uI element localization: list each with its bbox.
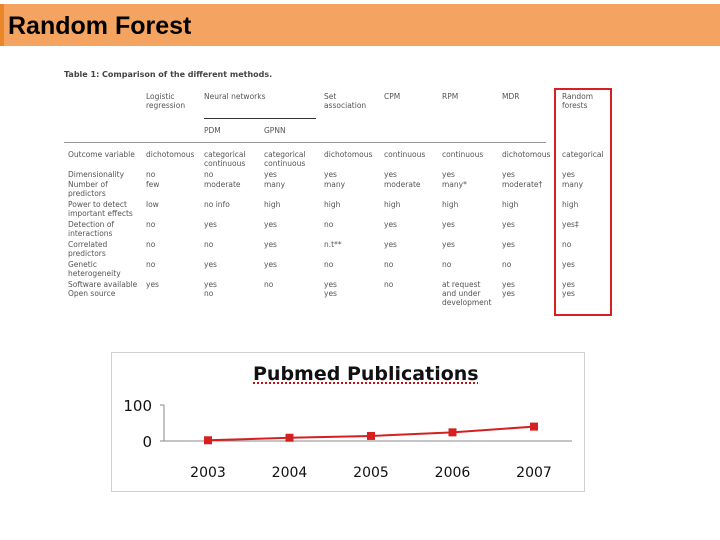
table-cell: dichotomous (324, 150, 373, 159)
table-cell: n.t** (324, 240, 342, 249)
table-cell: yes (442, 220, 455, 229)
table-cell: no (146, 220, 156, 229)
table-cell: yes (442, 240, 455, 249)
row-label: Correlated predictors (68, 240, 108, 258)
table-cell: yes (562, 260, 575, 269)
data-point (530, 423, 538, 431)
table-cell: no (204, 170, 214, 179)
table-cell: dichotomous (146, 150, 195, 159)
table-cell: no (146, 240, 156, 249)
table-cell: moderate† (502, 180, 543, 189)
table-cell: high (562, 200, 579, 209)
table-cell: yes (204, 220, 217, 229)
row-label: Dimensionality (68, 170, 125, 179)
table-cell: yes (204, 260, 217, 269)
table-cell: categorical (562, 150, 604, 159)
table-cell: yes (264, 240, 277, 249)
table-cell: yes (502, 170, 515, 179)
table-cell: no (562, 240, 572, 249)
header-cpm: CPM (384, 92, 401, 101)
chart-plot (112, 353, 586, 493)
table-cell: yes (324, 170, 337, 179)
chart-title-text: Pubmed Publications (253, 363, 479, 385)
row-label: Outcome variable (68, 150, 135, 159)
table-cell: many* (442, 180, 467, 189)
table-cell: yes (384, 170, 397, 179)
table-cell: yes yes (562, 280, 575, 298)
table-cell: continuous (384, 150, 426, 159)
data-point (449, 428, 457, 436)
table-cell: at request and under development (442, 280, 492, 307)
table-cell: many (264, 180, 286, 189)
random-forests-highlight-box (554, 88, 612, 316)
table-cell: moderate (384, 180, 421, 189)
table-cell: low (146, 200, 159, 209)
header-logistic: Logistic regression (146, 92, 186, 110)
table-cell: yes (442, 170, 455, 179)
table-cell: yes no (204, 280, 217, 298)
table-cell: yes (502, 240, 515, 249)
table-cell: no (502, 260, 512, 269)
table-cell: yes (146, 280, 159, 289)
table-cell: no (146, 260, 156, 269)
slide-title: Random Forest (8, 12, 192, 40)
table-cell: no info (204, 200, 230, 209)
pubmed-chart (111, 352, 585, 492)
table-cell: yes (264, 170, 277, 179)
table-cell: no (324, 220, 334, 229)
table-cell: no (146, 170, 156, 179)
table-cell: yes (562, 170, 575, 179)
slide-title-bar (0, 4, 720, 46)
table-cell: no (324, 260, 334, 269)
header-rpm: RPM (442, 92, 459, 101)
table-cell: continuous (442, 150, 484, 159)
table-cell: no (384, 280, 394, 289)
data-point (204, 436, 212, 444)
table-cell: yes (264, 220, 277, 229)
table-cell: many (562, 180, 584, 189)
data-point (286, 434, 294, 442)
table-cell: many (324, 180, 346, 189)
y-tick-label: 0 (142, 433, 152, 451)
header-neural-networks: Neural networks (204, 92, 266, 101)
table-cell: dichotomous (502, 150, 551, 159)
table-cell: yes (384, 220, 397, 229)
header-mdr: MDR (502, 92, 520, 101)
table-cell: yes (264, 260, 277, 269)
header-pdm: PDM (204, 126, 221, 135)
comparison-table (64, 70, 612, 320)
table-cell: high (264, 200, 281, 209)
table-cell: high (502, 200, 519, 209)
table-cell: no (204, 240, 214, 249)
x-tick-label: 2003 (190, 465, 226, 481)
table-cell: high (384, 200, 401, 209)
table-cell: yes yes (324, 280, 337, 298)
header-gpnn: GPNN (264, 126, 286, 135)
data-point (367, 432, 375, 440)
x-tick-label: 2006 (434, 465, 471, 481)
table-cell: moderate (204, 180, 241, 189)
table-cell: few (146, 180, 160, 189)
table-caption: Table 1: Comparison of the different methods. (64, 70, 273, 79)
header-underline (204, 118, 316, 119)
table-cell: no (442, 260, 452, 269)
row-label: Software available Open source (68, 280, 138, 298)
table-cell: high (324, 200, 341, 209)
table-cell: no (264, 280, 274, 289)
header-set-association: Set association (324, 92, 367, 110)
table-cell: yes (502, 220, 515, 229)
header-divider (64, 142, 546, 143)
table-cell: categorical continuous (264, 150, 306, 168)
row-label: Power to detect important effects (68, 200, 133, 218)
table-cell: categorical continuous (204, 150, 246, 168)
header-random-forests: Random forests (562, 92, 594, 110)
table-cell: high (442, 200, 459, 209)
table-cell: yes (384, 240, 397, 249)
table-cell: yes‡ (562, 220, 579, 229)
x-tick-label: 2004 (271, 465, 308, 481)
y-tick-label: 100 (123, 397, 152, 415)
x-tick-label: 2007 (516, 465, 552, 481)
table-cell: no (384, 260, 394, 269)
table-cell: yes yes (502, 280, 515, 298)
row-label: Number of predictors (68, 180, 108, 198)
row-label: Genetic heterogeneity (68, 260, 121, 278)
row-label: Detection of interactions (68, 220, 115, 238)
x-tick-label: 2005 (353, 465, 389, 481)
